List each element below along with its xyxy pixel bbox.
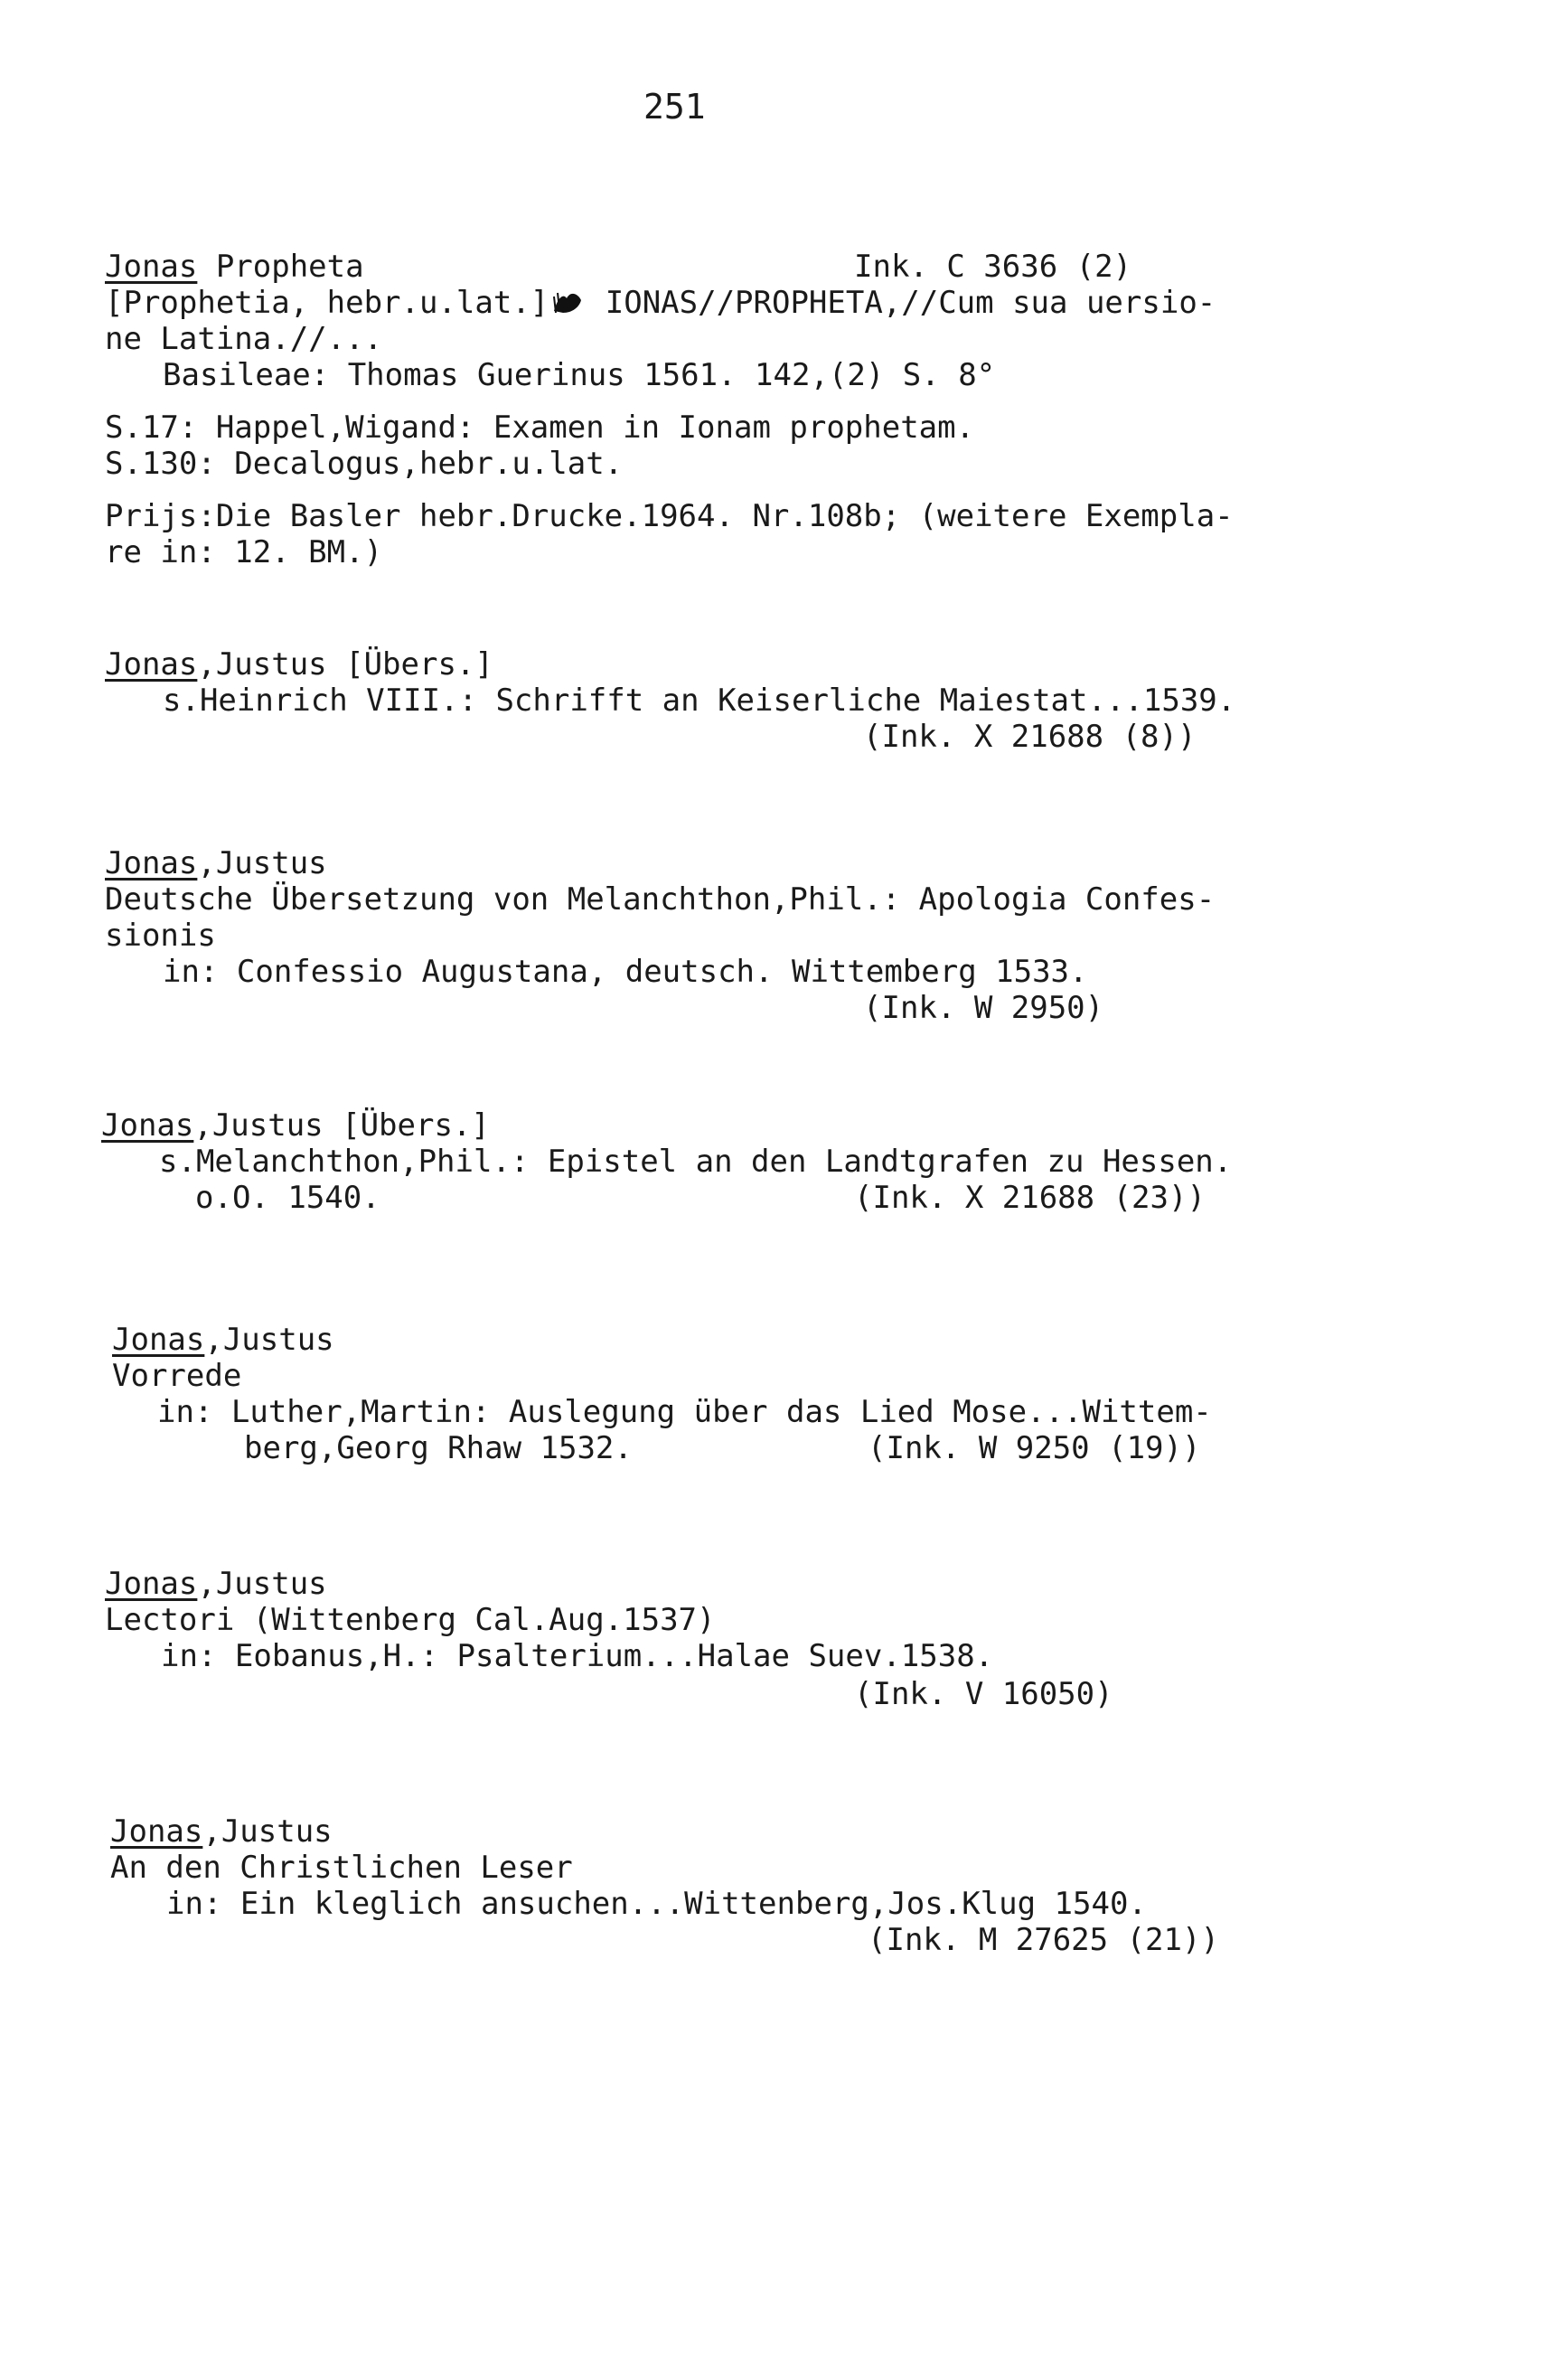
source-line-1: in: Luther,Martin: Auslegung über das Lied Mose...Wittem- (157, 1394, 1212, 1430)
title-line: Vorrede (112, 1358, 242, 1394)
entry-heading (105, 646, 493, 683)
shelfmark: Ink. C 3636 (2) (854, 249, 1132, 285)
entry-heading (101, 1107, 490, 1144)
heading-rest: Propheta (197, 249, 364, 285)
shelfmark: (Ink. W 9250 (19)) (868, 1430, 1201, 1466)
heading-name: Jonas (105, 1566, 198, 1602)
title-line-1: Deutsche Übersetzung von Melanchthon,Phil.: Apologia Confes- (105, 881, 1216, 918)
heading-name: Jonas (112, 1322, 205, 1358)
printer-device-icon (552, 289, 583, 316)
heading-name: Jonas (110, 1813, 203, 1850)
content-line-1: S.17: Happel,Wigand: Examen in Ionam prophetam. (105, 410, 975, 446)
title-line: Lectori (Wittenberg Cal.Aug.1537) (105, 1602, 716, 1638)
page-number: 251 (643, 87, 706, 127)
entry-heading (105, 1566, 327, 1602)
heading-rest: ,Justus (202, 1813, 333, 1850)
imprint-line: Basileae: Thomas Guerinus 1561. 142,(2) S. 8° (163, 357, 996, 393)
source-line: in: Ein kleglich ansuchen...Wittenberg,Jos.Klug 1540. (166, 1886, 1147, 1922)
shelfmark: (Ink. M 27625 (21)) (868, 1922, 1219, 1958)
reference-line: s.Melanchthon,Phil.: Epistel an den Landtgrafen zu Hessen. (159, 1144, 1233, 1180)
shelfmark: (Ink. X 21688 (8)) (863, 719, 1197, 755)
heading-rest: ,Justus (197, 845, 327, 881)
heading-rest: ,Justus (204, 1322, 334, 1358)
imprint-line: o.O. 1540. (195, 1180, 380, 1216)
heading-name: Jonas (105, 845, 198, 881)
title-bracket: [Prophetia, hebr.u.lat.] (105, 285, 549, 321)
title-line-2: sionis (105, 918, 216, 954)
shelfmark: (Ink. V 16050) (854, 1676, 1113, 1712)
source-line: in: Confessio Augustana, deutsch. Wittemberg 1533. (163, 954, 1088, 990)
content-line-2: S.130: Decalogus,hebr.u.lat. (105, 446, 624, 482)
source-line: in: Eobanus,H.: Psalterium...Halae Suev.1538. (161, 1638, 994, 1674)
heading-name: Jonas (105, 646, 198, 683)
heading-name: Jonas (101, 1107, 194, 1144)
heading-name: Jonas (105, 249, 198, 285)
reference-line: s.Heinrich VIII.: Schrifft an Keiserliche Maiestat...1539. (163, 683, 1236, 719)
title-line: An den Christlichen Leser (110, 1850, 573, 1886)
heading-rest: ,Justus (197, 1566, 327, 1602)
entry-heading (110, 1813, 333, 1850)
heading-rest: ,Justus [Übers.] (193, 1107, 490, 1144)
entry-heading (105, 249, 364, 285)
source-line-2: berg,Georg Rhaw 1532. (244, 1430, 633, 1466)
shelfmark: (Ink. X 21688 (23)) (854, 1180, 1206, 1216)
title-text: IONAS//PROPHETA,//Cum sua uersio- (587, 285, 1216, 321)
reference-line-1: Prijs:Die Basler hebr.Drucke.1964. Nr.108b; (weitere Exempla- (105, 498, 1234, 534)
heading-rest: ,Justus [Übers.] (197, 646, 493, 683)
reference-line-2: re in: 12. BM.) (105, 534, 383, 570)
title-line-2: ne Latina.//... (105, 321, 383, 357)
entry-heading (112, 1322, 334, 1358)
shelfmark: (Ink. W 2950) (863, 990, 1104, 1026)
entry-heading (105, 845, 327, 881)
title-line-1 (105, 285, 1216, 321)
